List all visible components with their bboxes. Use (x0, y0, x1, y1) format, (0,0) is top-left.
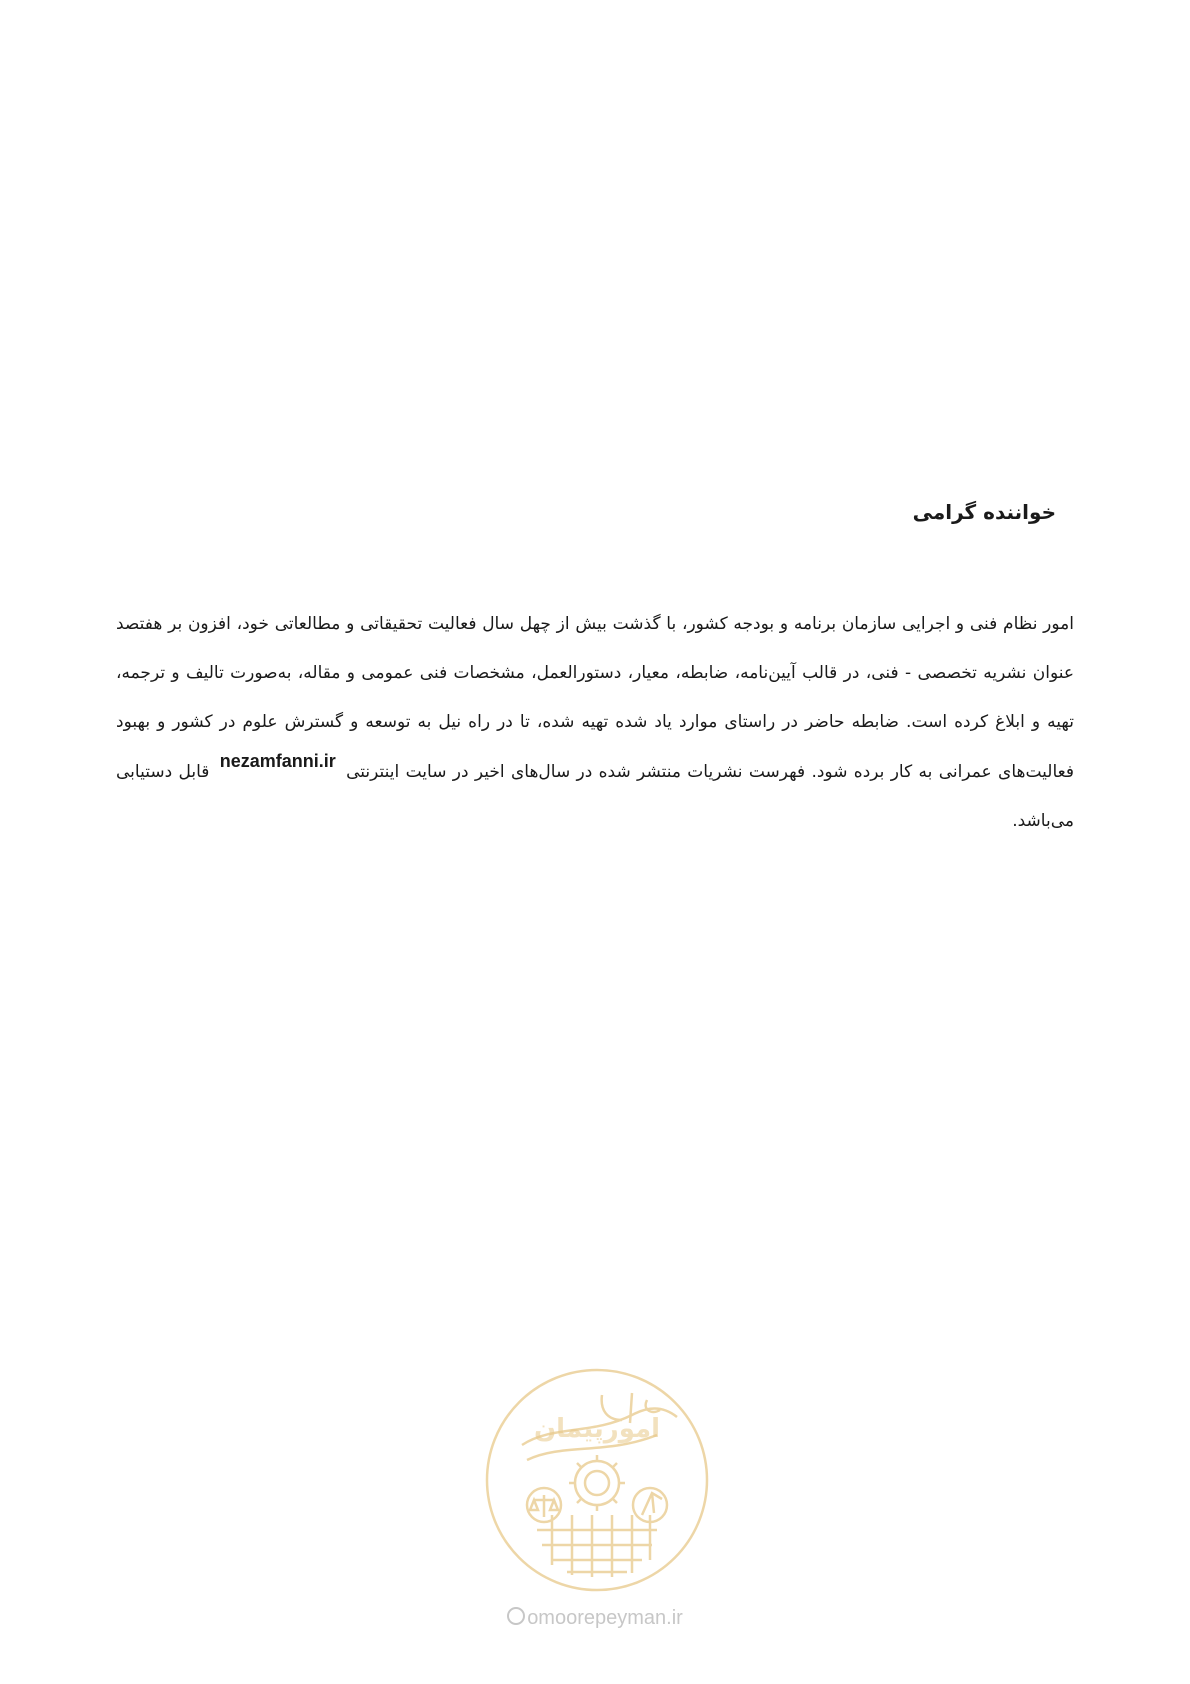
watermark-logo (482, 1365, 712, 1595)
watermark-caption (0, 1607, 1190, 1630)
paragraph-text-before-site: امور نظام فنی و اجرایی سازمان برنامه و بودجه کشور، با گذشت بیش از چهل سال فعالیت تحقیقاتی و مطالعاتی خود، افزون بر هفتصد عنوان نشریه تخصصی - فنی، در قالب آیین‌نامه، ضابطه، معیار، دستورالعمل، مشخصات فنی عمومی و مقاله، به‌صورت تالیف و ترجمه، تهیه و ابلاغ کرده است. ضابطه حاضر در راستای موارد یاد شده تهیه شده، تا در راه نیل به توسعه و گسترش علوم در کشور و بهبود فعالیت‌های عمرانی به کار برده شود. فهرست نشریات منتشر شده در سال‌های اخیر در سایت اینترنتی (116, 614, 1074, 782)
watermark-logo-text: امورپیمان (533, 1414, 661, 1444)
paragraph-text-after-site: قابل دستیابی می‌باشد. (116, 762, 1074, 831)
page-heading: خواننده گرامی (912, 500, 1056, 524)
intro-paragraph (116, 600, 1074, 846)
website-link[interactable]: nezamfanni.ir (219, 751, 336, 771)
globe-icon (507, 1607, 525, 1625)
watermark-caption-text: omoorepeyman.ir (527, 1607, 683, 1629)
